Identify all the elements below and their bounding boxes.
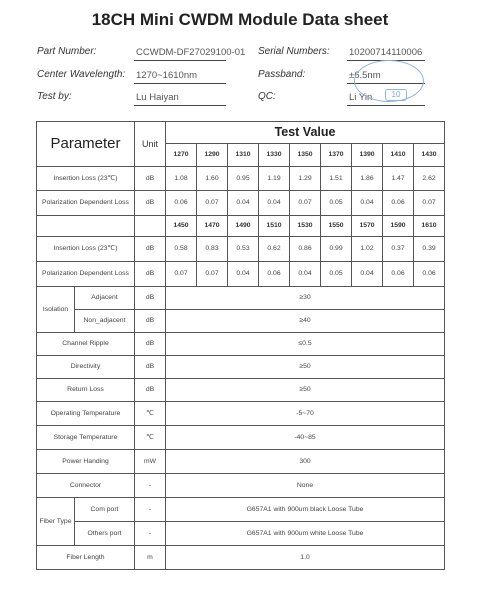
channel-ripple-row [37,333,445,356]
non-adjacent-unit: dB [135,310,166,333]
wavelength-cell: 1450 [166,216,197,237]
pdl-value: 0.04 [228,262,259,287]
wavelength-cell: 1470 [197,216,228,237]
part-number-label: Part Number: [37,46,97,57]
storage-temperature-label: Storage Temperature [37,426,135,450]
operating-temperature-row [37,402,445,426]
wavelength-row-2 [37,216,445,237]
storage-temperature-row [37,426,445,450]
empty-cell [135,216,166,237]
non-adjacent-label: Non_adjacent [75,310,135,333]
pdl-value: 0.04 [259,191,290,216]
pdl-value: 0.05 [321,262,352,287]
isolation-label: Isolation [37,287,75,333]
directivity-row [37,356,445,379]
wavelength-cell: 1510 [259,216,290,237]
insertion-loss-value: 1.19 [259,167,290,191]
insertion-loss-value: 0.39 [414,237,445,262]
connector-row [37,474,445,498]
wavelength-cell: 1290 [197,144,228,167]
pdl-value: 0.04 [352,191,383,216]
adjacent-unit: dB [135,287,166,310]
test-by-underline [134,105,226,106]
qc-label: QC: [258,91,276,102]
fiber-others-port-row [37,522,445,546]
power-handling-label: Power Handing [37,450,135,474]
adjacent-label: Adjacent [75,287,135,310]
pdl-value: 0.07 [414,191,445,216]
operating-temperature-label: Operating Temperature [37,402,135,426]
others-port-unit: - [135,522,166,546]
part-number-value: CCWDM-DF27029100-01 [136,47,246,58]
fiber-length-value: 1.0 [166,546,445,570]
com-port-label: Com port [75,498,135,522]
qc-stamp-number: 10 [385,89,407,101]
insertion-loss-value: 0.95 [228,167,259,191]
insertion-loss-value: 1.86 [352,167,383,191]
wavelength-cell: 1350 [290,144,321,167]
channel-ripple-unit: dB [135,333,166,356]
part-number-underline [134,60,226,61]
insertion-loss-row-2 [37,237,445,262]
connector-value: None [166,474,445,498]
insertion-loss-value: 0.99 [321,237,352,262]
center-wavelength-value: 1270~1610nm [136,70,198,81]
wavelength-cell: 1570 [352,216,383,237]
wavelength-cell: 1590 [383,216,414,237]
wavelength-cell: 1610 [414,216,445,237]
fiber-type-label: Fiber Type [37,498,75,546]
insertion-loss-value: 0.62 [259,237,290,262]
insertion-loss-row-1 [37,167,445,191]
insertion-loss-value: 1.08 [166,167,197,191]
qc-underline [347,105,425,106]
pdl-row-2 [37,262,445,287]
power-handling-value: 300 [166,450,445,474]
return-loss-unit: dB [135,379,166,402]
non-adjacent-value: ≥40 [166,310,445,333]
test-by-label: Test by: [37,91,72,102]
empty-cell [37,216,135,237]
pdl-value: 0.06 [414,262,445,287]
pdl-value: 0.04 [352,262,383,287]
others-port-label: Others port [75,522,135,546]
insertion-loss-value: 1.47 [383,167,414,191]
insertion-loss-unit: dB [135,237,166,262]
wavelength-cell: 1530 [290,216,321,237]
pdl-value: 0.06 [166,191,197,216]
insertion-loss-value: 2.62 [414,167,445,191]
pdl-value: 0.04 [228,191,259,216]
fiber-length-unit: m [135,546,166,570]
qc-value: Li Yin [349,92,373,103]
isolation-non-adjacent-row [37,310,445,333]
center-wavelength-label: Center Wavelength: [37,69,126,80]
storage-temperature-unit: ℃ [135,426,166,450]
channel-ripple-label: Channel Ripple [37,333,135,356]
pdl-label: Polarization Dependent Loss [37,191,135,216]
pdl-row-1 [37,191,445,216]
test-by-value: Lu Haiyan [136,92,179,103]
connector-label: Connector [37,474,135,498]
wavelength-cell: 1390 [352,144,383,167]
pdl-label: Polarization Dependent Loss [37,262,135,287]
wavelength-cell: 1310 [228,144,259,167]
serial-numbers-label: Serial Numbers: [258,46,330,57]
isolation-adjacent-row [37,287,445,310]
pdl-value: 0.06 [383,191,414,216]
insertion-loss-value: 1.51 [321,167,352,191]
wavelength-cell: 1370 [321,144,352,167]
operating-temperature-value: -5~70 [166,402,445,426]
pdl-value: 0.07 [197,262,228,287]
return-loss-row [37,379,445,402]
channel-ripple-value: ≤0.5 [166,333,445,356]
power-handling-row [37,450,445,474]
pdl-value: 0.07 [197,191,228,216]
directivity-label: Directivity [37,356,135,379]
storage-temperature-value: -40~85 [166,426,445,450]
pdl-value: 0.07 [290,191,321,216]
adjacent-value: ≥30 [166,287,445,310]
insertion-loss-label: Insertion Loss (23℃) [37,237,135,262]
insertion-loss-value: 0.83 [197,237,228,262]
spec-table [36,121,445,570]
wavelength-cell: 1270 [166,144,197,167]
fiber-length-label: Fiber Length [37,546,135,570]
pdl-value: 0.06 [383,262,414,287]
wavelength-cell: 1410 [383,144,414,167]
insertion-loss-value: 0.58 [166,237,197,262]
return-loss-value: ≥50 [166,379,445,402]
insertion-loss-value: 0.37 [383,237,414,262]
insertion-loss-unit: dB [135,167,166,191]
wavelength-cell: 1430 [414,144,445,167]
serial-numbers-value: 10200714110006 [349,47,423,58]
connector-unit: - [135,474,166,498]
pdl-value: 0.04 [290,262,321,287]
pdl-value: 0.06 [259,262,290,287]
passband-label: Passband: [258,69,306,80]
insertion-loss-value: 0.53 [228,237,259,262]
directivity-value: ≥50 [166,356,445,379]
com-port-value: G657A1 with 900um black Loose Tube [166,498,445,522]
test-value-header: Test Value [166,122,445,144]
operating-temperature-unit: ℃ [135,402,166,426]
unit-header: Unit [135,122,166,167]
insertion-loss-value: 1.02 [352,237,383,262]
pdl-value: 0.07 [166,262,197,287]
center-wavelength-underline [134,83,226,84]
directivity-unit: dB [135,356,166,379]
pdl-value: 0.05 [321,191,352,216]
insertion-loss-value: 1.60 [197,167,228,191]
wavelength-cell: 1330 [259,144,290,167]
com-port-unit: - [135,498,166,522]
wavelength-cell: 1490 [228,216,259,237]
power-handling-unit: mW [135,450,166,474]
pdl-unit: dB [135,262,166,287]
document-title: 18CH Mini CWDM Module Data sheet [91,10,389,29]
wavelength-cell: 1550 [321,216,352,237]
insertion-loss-value: 0.86 [290,237,321,262]
passband-value: ±6.5nm [349,70,381,81]
parameter-header: Parameter [37,122,135,167]
fiber-length-row [37,546,445,570]
return-loss-label: Return Loss [37,379,135,402]
insertion-loss-value: 1.29 [290,167,321,191]
fiber-com-port-row [37,498,445,522]
insertion-loss-label: Insertion Loss (23℃) [37,167,135,191]
others-port-value: G657A1 with 900um white Loose Tube [166,522,445,546]
pdl-unit: dB [135,191,166,216]
